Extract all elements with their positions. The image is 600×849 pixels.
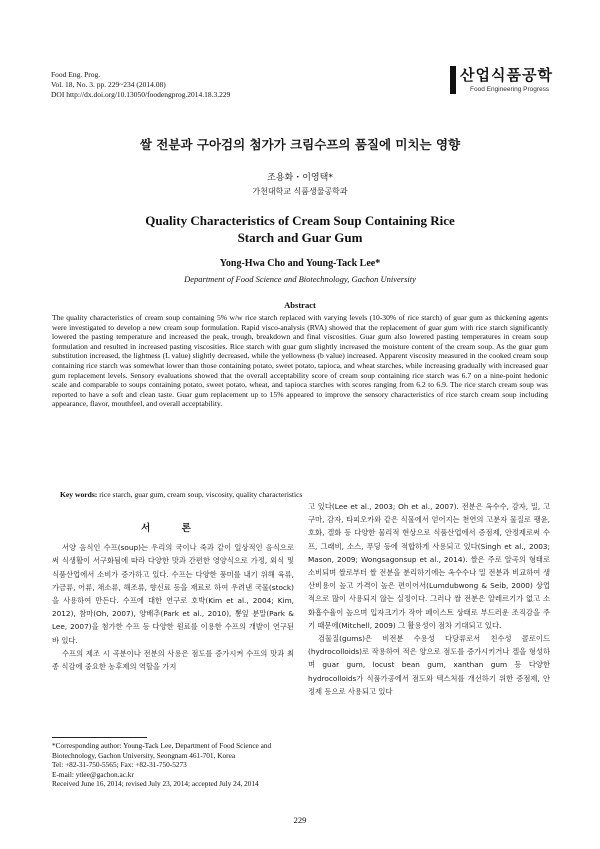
keywords-label: Key words: xyxy=(60,490,98,499)
journal-logo xyxy=(444,64,554,110)
logo-english: Food Engineering Progress xyxy=(470,86,550,93)
korean-affiliation: 가천대학교 식품생물공학과 xyxy=(252,187,348,196)
footnote-phone: Tel: +82-31-750-5565; Fax: +82-31-750-5273 xyxy=(52,760,187,770)
logo-mark-icon xyxy=(450,66,456,94)
footnote-email: E-mail: ytlee@gachon.ac.kr xyxy=(52,769,134,779)
right-paragraph-1: 고 있다(Lee et al., 2003; Oh et al., 2007). 전분은 옥수수, 감자, 밀, 고구마, 감자, 타피오카와 같은 식물에서 얻어지는 천연의 고분자 물질로 팽윤, 호화, 겔화 등 다양한 물리적 현상으로 식품산업에서 증점제, 안정제로써 수프, 그래비, 소스, 푸딩 등에 적합하게 사용되고 있다(Singh et al., 2003; Mason, 2009; Wongsagonsup et al., 2014). 쌀은 주로 알곡의 형태로 소비되며 쌀로부터 쌀 전분을 분리하기에는 옥수수나 밀 전분과 비교하여 생산비용이 높고 가격이 높은 편이어서(Lumdubwong & Seib, 2000) 상업적으로 많이 사용되지 않는 실정이다. 그러나 쌀 전분은 알레르기가 없고 소화흡수율이 높으며 입자크기가 작아 페이스트 상태로 부드러운 조직감을 주기 때문에(Mitchell, 2009) 그 활용성이 점차 기대되고 있다. xyxy=(308,502,550,630)
footnote-corresponding: *Corresponding author: Young-Tack Lee, Department of Food Science and Biotechnology, Gachon University, Seongnam 461-701, Korea xyxy=(52,741,272,760)
english-affiliation: Department of Food Science and Biotechnology, Gachon University xyxy=(184,274,416,284)
keywords xyxy=(60,490,540,499)
journal-meta xyxy=(51,70,230,100)
page-number: 229 xyxy=(293,815,307,825)
footnote-dates: Received June 16, 2014; revised July 23, 2014; accepted July 24, 2014 xyxy=(52,779,259,789)
right-column xyxy=(308,500,550,698)
left-column xyxy=(52,522,294,673)
journal-volume: Vol. 18, No. 3. pp. 229~234 (2014.08) xyxy=(51,80,166,89)
korean-title: 쌀 전분과 구아검의 첨가가 크림수프의 품질에 미치는 영향 xyxy=(139,137,461,152)
logo-korean: 산업식품공학 xyxy=(460,66,553,84)
english-title-line2: Starch and Guar Gum xyxy=(237,230,363,245)
abstract-text: The quality characteristics of cream soup containing 5% w/w rice starch replaced with varying levels (10-30% of rice starch) of guar gum as thickening agents were investigated to develop a new cream soup formulation. Rapid visco-analysis (RVA) showed that the replacement of guar gum with rice starch significantly lowered the pasting temperature and increased the peak, trough, breakdown and final viscosities. Guar gum also lowered pasting temperatures in cream soup formulation and resulted in increased pasting viscosities. Rice starch with guar gum slightly increased the moisture content of the cream soup. As the guar gum substitution increased, the lightness (L value) slightly decreased, while the yellowness (b value) increased. Apparent viscosity measured in the cooked cream soup containing rice starch was somewhat lower than those containing potato, sweet potato, tapioca, and wheat starches, while increasing gradually with increased guar gum replacement levels. Sensory evaluations showed that the overall acceptability score of cream soup containing rice starch was 6.7 on a nine-point hedonic scale and comparable to soups containing potato, sweet potato, wheat, and tapioca starches with scores ranging from 6.2 to 6.9. The rice starch cream soup was reported to have a soft and clean taste. Guar gum replacement up to 15% appeared to improve the sensory characteristics of rice starch cream soup including appearance, flavor, mouthfeel, and overall acceptability. xyxy=(52,313,548,409)
footnote-divider xyxy=(52,737,147,738)
left-paragraph-1: 서양 음식인 수프(soup)는 우리의 국이나 죽과 같이 일상적인 음식으로써 식생활이 서구화됨에 따라 다양한 맛과 간편한 영양식으로 가정, 외식 및 식품산업에서 소비가 증가하고 있다. 수프는 다양한 풍미를 내기 위해 육류, 가금류, 어류, 채소류, 해조류, 향신료 등을 재료로 하여 우려낸 국물(stock)을 사용하여 만든다. 수프에 대한 연구로 호박(Kim et al., 2004; Kim, 2012), 참마(Oh, 2007), 양배추(Park et al., 2010), 뽕잎 분말(Park & Lee, 2007)을 첨가한 수프 등 다양한 원료를 이용한 수프의 개발이 연구된 바 있다. xyxy=(52,543,294,645)
left-paragraph-2: 수프의 제조 시 곡분이나 전분의 사용은 점도를 증가시켜 수프의 맛과 최종 식감에 중요한 농후제의 역할을 가지 xyxy=(52,648,294,672)
english-title xyxy=(0,212,600,246)
journal-doi: DOI http://dx.doi.org/10.13050/foodengprog.2014.18.3.229 xyxy=(51,90,231,99)
right-paragraph-2: 검물질(gums)은 비전분 수용성 다당류로서 친수성 콜로이드(hydrocolloids)로 작용하여 적은 양으로 점도를 증가시키거나 겔을 형성하며 guar gum, locust bean gum, xanthan gum 등 다양한 hydrocolloids가 식품가공에서 점도와 텍스처를 개선하기 위한 증점제, 안정제 등으로 사용되고 있다 xyxy=(308,634,550,696)
english-authors: Yong-Hwa Cho and Young-Tack Lee* xyxy=(219,258,381,269)
korean-authors: 조용화・이영택* xyxy=(267,173,333,183)
section-heading-introduction: 서 론 xyxy=(141,523,205,534)
journal-name: Food Eng. Prog. xyxy=(51,70,101,79)
english-title-line1: Quality Characteristics of Cream Soup Containing Rice xyxy=(145,213,455,228)
abstract-heading: Abstract xyxy=(284,300,316,310)
keywords-text: rice starch, guar gum, cream soup, viscosity, quality characteristics xyxy=(97,490,303,499)
footnote xyxy=(52,741,302,789)
